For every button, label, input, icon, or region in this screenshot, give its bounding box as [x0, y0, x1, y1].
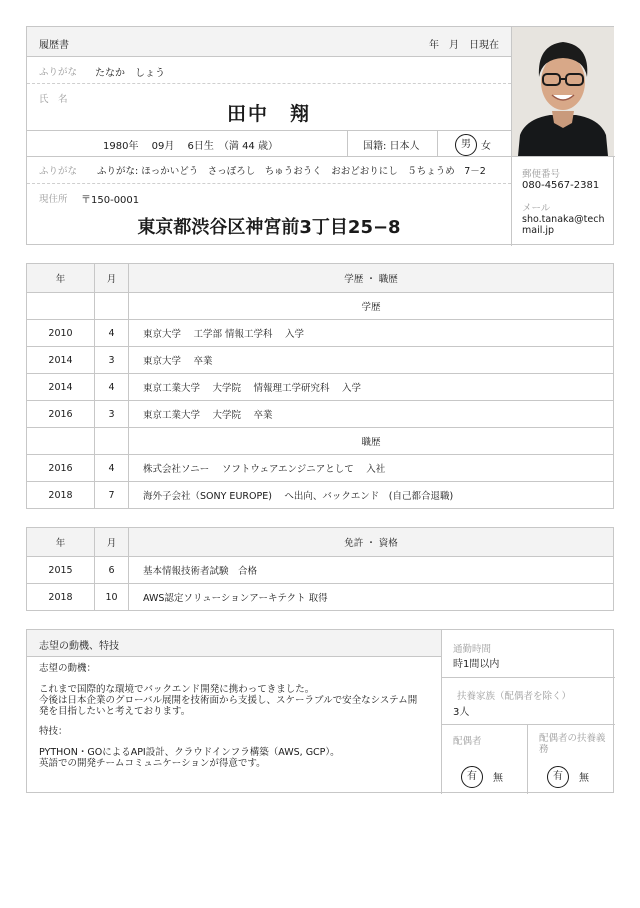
motivation-body [39, 663, 435, 769]
commute-value: 時1間以内 [453, 659, 500, 670]
table-row: 2014 4 東京工業大学 大学院 情報理工学研究科 入学 [27, 374, 614, 401]
skill-title: 特技： [39, 726, 68, 737]
full-name: 田中 翔 [226, 103, 311, 125]
phone-value: 080-4567-2381 [522, 180, 600, 191]
address-furigana-label: ふりがな [39, 166, 78, 177]
birth-date: 1980年 09月 6日生 （満 44 歳） [103, 141, 278, 152]
profile-photo [512, 27, 614, 156]
motive-title: 志望の動機： [39, 663, 97, 674]
spouse-label: 配偶者 [453, 736, 482, 747]
table-row: 2015 6 基本情報技術者試験 合格 [27, 557, 614, 584]
table-row: 2018 10 AWS認定ソリューションアーキテクト 取得 [27, 584, 614, 611]
address-furigana: ふりがな: ほっかいどう さっぽろし ちゅうおうく おおどおりにし ５ちょうめ 7－2 [97, 166, 486, 177]
table-row: 2014 3 東京大学 卒業 [27, 347, 614, 374]
address-value: 東京都渋谷区神宮前3丁目25−8 [137, 217, 401, 238]
name-furigana-label: ふりがな [39, 67, 78, 78]
history-year-header: 年 [27, 264, 95, 293]
phone-label: 郵便番号 [522, 169, 561, 180]
gender-female-option[interactable]: 女 [481, 141, 491, 152]
commute-label: 通勤時間 [453, 644, 492, 655]
email-value [522, 214, 605, 236]
license-year-header: 年 [27, 528, 95, 557]
table-row: 2016 3 東京工業大学 大学院 卒業 [27, 401, 614, 428]
dependents-label: 扶養家族（配偶者を除く） [457, 691, 572, 702]
spouse-dependency-yes-option[interactable]: 有 [547, 764, 569, 788]
table-row: 2016 4 株式会社ソニー ソフトウェアエンジニアとして 入社 [27, 455, 614, 482]
name-label: 氏 名 [39, 94, 68, 105]
date-field: 年 月 日現在 [429, 40, 499, 51]
email-line-2: mail.jp [522, 225, 555, 236]
education-section-label: 学歴 [129, 293, 614, 320]
work-section-label: 職歴 [129, 428, 614, 455]
email-line-1: sho.tanaka@tech [522, 214, 605, 225]
table-row: 2018 7 海外子会社（SONY EUROPE) へ出向、バックエンド (自己都合退職) [27, 482, 614, 509]
nationality: 国籍: 日本人 [363, 141, 420, 152]
motive-text-line: 今後は日本企業のグローバル展開を技術面から支援し、スケーラブルで安全なシステム開 [39, 695, 418, 706]
motivation-header: 志望の動機、特技 [39, 641, 119, 652]
table-row: 2010 4 東京大学 工学部 情報工学科 入学 [27, 320, 614, 347]
gender-male-option[interactable]: 男 [455, 132, 477, 156]
history-table [26, 263, 614, 509]
spouse-dependency-no-option[interactable]: 無 [579, 773, 589, 784]
skill-text-line: 英語での開発チームコミュニケーションが得意です。 [39, 758, 266, 769]
dependents-value: 3人 [453, 707, 470, 718]
personal-info-section [26, 26, 614, 245]
address-label: 現住所 [39, 194, 68, 205]
spouse-yes-option[interactable]: 有 [461, 764, 483, 788]
spouse-no-option[interactable]: 無 [493, 773, 503, 784]
motive-text-line: 発を目指したいと考えております。 [39, 706, 191, 717]
name-furigana: たなか しょう [95, 68, 165, 79]
motivation-section [26, 629, 614, 793]
skill-text-line: PYTHON・GOによるAPI設計、クラウドインフラ構築（AWS, GCP）。 [39, 747, 340, 758]
history-month-header: 月 [95, 264, 129, 293]
motive-text-line: これまで国際的な環境でバックエンド開発に携わってきました。 [39, 684, 315, 695]
license-month-header: 月 [95, 528, 129, 557]
postal-code: 〒150-0001 [81, 195, 140, 206]
license-title-header: 免許 ・ 資格 [129, 528, 614, 557]
page-title: 履歴書 [39, 40, 69, 51]
licenses-table [26, 527, 614, 611]
email-label: メール [522, 203, 551, 214]
history-title-header: 学歴 ・ 職歴 [129, 264, 614, 293]
spouse-dependency-label: 配偶者の扶養義務 [539, 733, 606, 755]
